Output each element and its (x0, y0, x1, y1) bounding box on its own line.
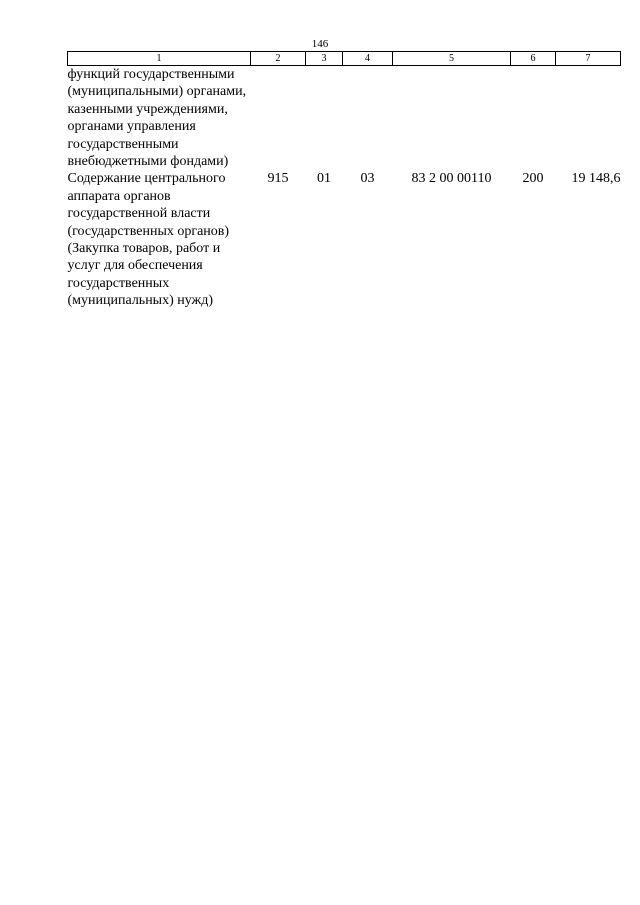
column-header-2: 2 (251, 52, 306, 66)
column-header-3: 3 (306, 52, 343, 66)
expense-name: функций государственными (муниципальными) органами, казенными учреждениями, органами управления государственными внебюджетными фондами) (67, 67, 247, 170)
column-header-5: 5 (393, 52, 511, 66)
grbs-code (251, 66, 306, 171)
subsection-code (343, 66, 393, 171)
budget-table (67, 51, 621, 310)
amount: 19 148,6 (571, 171, 621, 187)
column-header-7: 7 (556, 52, 621, 66)
expense-type-code: 200 (522, 171, 544, 187)
column-header-1: 1 (68, 52, 251, 66)
column-header-6: 6 (511, 52, 556, 66)
column-number-header (68, 52, 621, 66)
section-code: 01 (317, 171, 331, 187)
column-header-4: 4 (343, 52, 393, 66)
expense-type-code (511, 66, 556, 171)
target-article-code: 83 2 00 00110 (411, 171, 492, 187)
target-article-code (393, 66, 511, 171)
expense-name: Содержание центрального аппарата органов государственной власти (государственных органов) (Закупка товаров, работ и услуг для обеспечения государственных (муниципальных) нужд) (67, 171, 230, 309)
grbs-code: 915 (267, 171, 289, 187)
section-code (306, 66, 343, 171)
subsection-code: 03 (360, 171, 375, 187)
table-row (68, 170, 621, 309)
amount (556, 66, 621, 171)
page-number: 146 (311, 38, 329, 50)
table-row (68, 66, 621, 171)
